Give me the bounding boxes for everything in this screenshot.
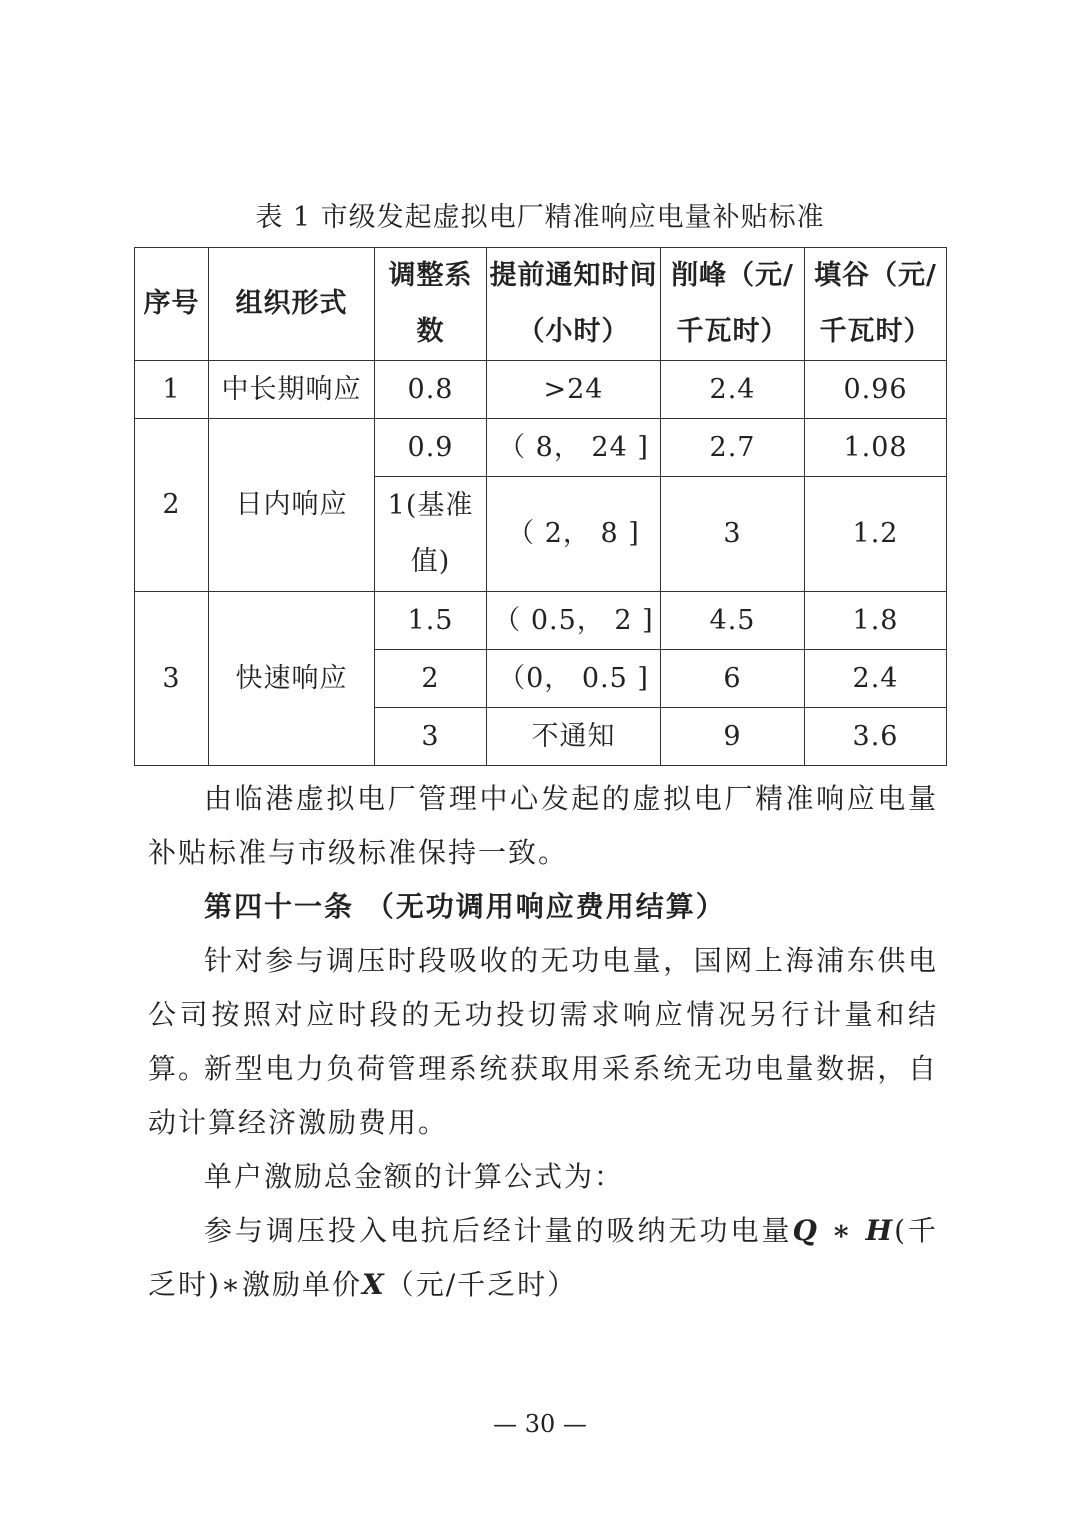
cell-valley: 2.4	[805, 650, 947, 708]
formula-x: X	[361, 1268, 386, 1301]
cell-valley: 1.08	[805, 419, 947, 477]
table-caption: 表 1 市级发起虚拟电厂精准响应电量补贴标准	[255, 202, 825, 233]
cell-seq: 3	[135, 592, 209, 766]
cell-peak: 3	[661, 477, 805, 592]
cell-valley: 1.2	[805, 477, 947, 592]
header-peak: 削峰（元/千瓦时）	[661, 248, 805, 361]
cell-coef: 3	[375, 708, 487, 766]
cell-notice: 不通知	[487, 708, 661, 766]
paragraph-system-calculation: 新型电力负荷管理系统获取用采系统无功电量数据，自动计算经济激励费用。	[148, 1052, 938, 1139]
cell-peak: 9	[661, 708, 805, 766]
table-row	[135, 592, 947, 650]
article-41-heading: 第四十一条 （无功调用响应费用结算）	[204, 890, 726, 923]
table-row	[135, 361, 947, 419]
cell-coef: 2	[375, 650, 487, 708]
cell-peak: 2.7	[661, 419, 805, 477]
cell-notice: （0， 0.5 ]	[487, 650, 661, 708]
paragraph-formula-intro: 单户激励总金额的计算公式为：	[204, 1160, 625, 1193]
cell-valley: 1.8	[805, 592, 947, 650]
cell-coef: 1(基准值)	[375, 477, 487, 592]
cell-notice: （ 0.5， 2 ]	[487, 592, 661, 650]
cell-seq: 2	[135, 419, 209, 592]
cell-coef: 0.8	[375, 361, 487, 419]
cell-notice: >24	[487, 361, 661, 419]
formula-q-times-h: Q ∗ H	[792, 1214, 895, 1247]
subsidy-table	[134, 247, 947, 766]
header-notice: 提前通知时间（小时）	[487, 248, 661, 361]
cell-coef: 1.5	[375, 592, 487, 650]
cell-peak: 6	[661, 650, 805, 708]
formula-text-b: (千乏时)∗激励单价	[148, 1214, 938, 1301]
cell-coef: 0.9	[375, 419, 487, 477]
formula-text-a: 参与调压投入电抗后经计量的吸纳无功电量	[204, 1214, 793, 1247]
cell-seq: 1	[135, 361, 209, 419]
cell-notice: （ 2， 8 ]	[487, 477, 661, 592]
paragraph-reactive-settlement: 针对参与调压时段吸收的无功电量，国网上海浦东供电公司按照对应时段的无功投切需求响应情况另行计量和结算。	[148, 944, 938, 1085]
cell-peak: 2.4	[661, 361, 805, 419]
paragraph-subsidy-consistency: 由临港虚拟电厂管理中心发起的虚拟电厂精准响应电量补贴标准与市级标准保持一致。	[148, 782, 938, 869]
cell-notice: （ 8， 24 ]	[487, 419, 661, 477]
formula-text-c: （元/千乏时）	[385, 1268, 578, 1301]
cell-form: 日内响应	[209, 419, 375, 592]
header-valley: 填谷（元/千瓦时）	[805, 248, 947, 361]
table-row	[135, 419, 947, 477]
cell-valley: 3.6	[805, 708, 947, 766]
paragraph-formula	[148, 1204, 938, 1312]
cell-form: 快速响应	[209, 592, 375, 766]
cell-form: 中长期响应	[209, 361, 375, 419]
page-number: — 30 —	[493, 1410, 587, 1438]
table-header-row	[135, 248, 947, 361]
header-seq: 序号	[135, 248, 209, 361]
header-coef: 调整系数	[375, 248, 487, 361]
header-form: 组织形式	[209, 248, 375, 361]
cell-peak: 4.5	[661, 592, 805, 650]
cell-valley: 0.96	[805, 361, 947, 419]
